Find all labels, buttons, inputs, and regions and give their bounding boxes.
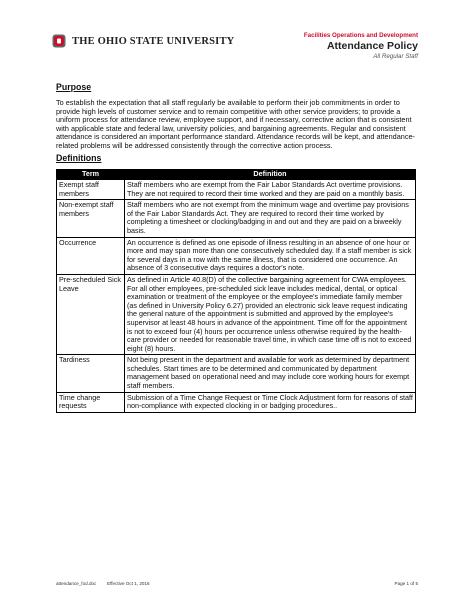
- table-row: [57, 355, 416, 392]
- term-cell: Tardiness: [57, 355, 125, 392]
- definitions-heading: Definitions: [56, 153, 102, 163]
- term-cell: Occurrence: [57, 237, 125, 274]
- document-title: Attendance Policy: [326, 40, 418, 52]
- footer-page-number: Page 1 of 5: [394, 581, 418, 586]
- university-logo: [52, 34, 234, 48]
- term-cell: Non-exempt staff members: [57, 200, 125, 237]
- column-header-term: Term: [57, 170, 125, 180]
- table-row: [57, 237, 416, 274]
- document-header: [304, 31, 418, 61]
- footer-filename: attendance_fod.doc: [56, 581, 97, 586]
- purpose-text: To establish the expectation that all staff regularly be available to perform their job commitments in order to provide high levels of customer service and to remain competitive with other service providers; to provide a uniform process for attendance review, employee support, and if necessary, corrective action that is consistent with applicable state and federal law, university policies, and bargaining agreements. Regular and consistent attendance is considered an important performance standard. Attendance records will be kept, and attendance-related problems will be addressed consistently through the corrective action process.: [56, 98, 415, 150]
- definition-cell: Staff members who are not exempt from the minimum wage and overtime pay provisions of the Fair Labor Standards Act. They are required to record their time worked by completing a timesheet or clocking/badging in and out and they are paid on a biweekly basis.: [125, 200, 416, 237]
- table-header-row: [57, 170, 416, 180]
- table-row: [57, 200, 416, 237]
- logo-text: THE OHIO STATE UNIVERSITY: [72, 35, 235, 47]
- document-subtitle: All Regular Staff: [373, 53, 418, 60]
- definitions-table: [56, 169, 416, 413]
- definition-cell: Submission of a Time Change Request or Time Clock Adjustment form for reasons of staff non-compliance with expected clocking in or badging procedures..: [125, 392, 416, 412]
- term-cell: Time change requests: [57, 392, 125, 412]
- term-cell: Exempt staff members: [57, 180, 125, 200]
- purpose-heading: Purpose: [56, 82, 92, 92]
- definition-cell: Not being present in the department and available for work as determined by department schedules. Start times are to be determined and communicated by department management based on operational need and may include core working hours for exempt staff members.: [125, 355, 416, 392]
- column-header-definition: Definition: [125, 170, 416, 180]
- footer-effective-date: Effective Oct 1, 2016: [107, 581, 150, 586]
- definition-cell: Staff members who are exempt from the Fair Labor Standards Act overtime provisions. They are not required to record their time worked and they are paid on a monthly basis.: [125, 180, 416, 200]
- department-name: Facilities Operations and Development: [303, 32, 418, 39]
- table-row: [57, 392, 416, 412]
- term-cell: Pre-scheduled Sick Leave: [57, 274, 125, 354]
- table-row: [57, 274, 416, 354]
- ohio-state-block-o-icon: [52, 34, 66, 48]
- definition-cell: As defined in Article 40.8(D) of the collective bargaining agreement for CWA employees. For all other employees, pre-scheduled sick leave includes medical, dental, or optical examination or treatment of the employee or the employee's immediate family member (as defined in University Policy 6.27) provided an electronic sick leave request indicating the general nature of the appointment is submitted and approved by the employee's supervisor at least 48 hours in advance of the appointment. Time off for the appointment is not to exceed four (4) hours per occurrence unless otherwise required by the health-care provider or needed for reasonable travel time, in which case time off is not to exceed eight (8) hours.: [125, 274, 416, 354]
- definition-cell: An occurrence is defined as one episode of illness resulting in an absence of one hour or more and may span more than one consecutively scheduled day. If a staff member is sick for several days in a row with the same illness, that is considered one occurrence. An absence of 3 consecutive days requires a doctor's note.: [125, 237, 416, 274]
- table-row: [57, 180, 416, 200]
